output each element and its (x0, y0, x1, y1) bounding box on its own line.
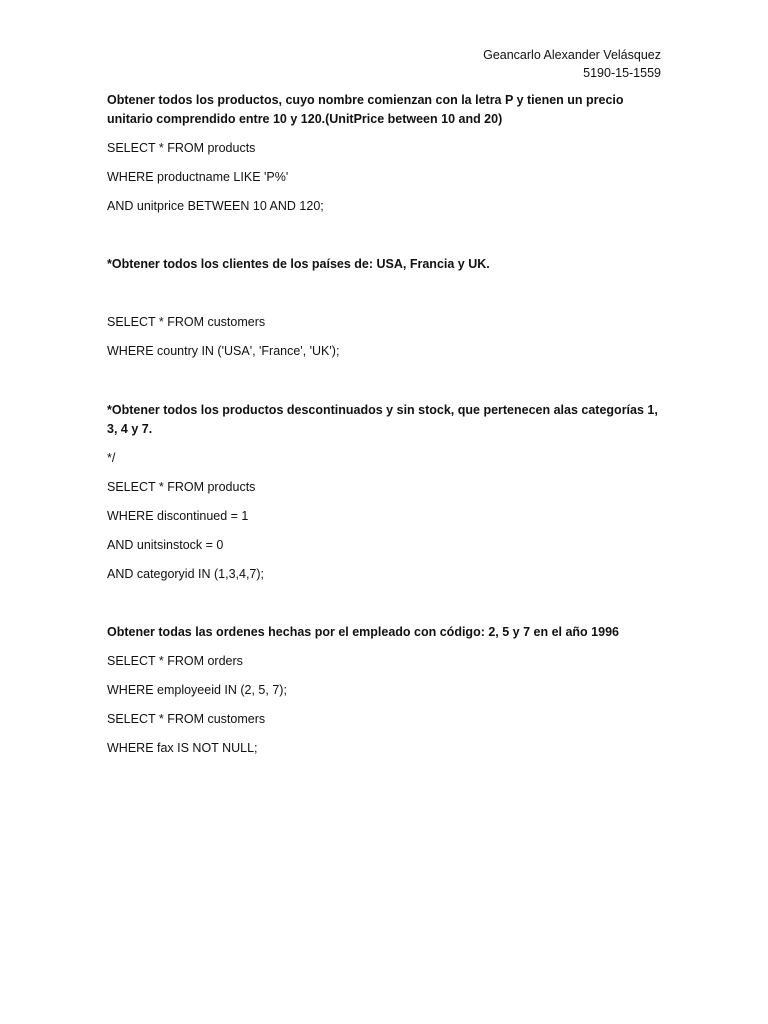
section4-line-2: WHERE employeeid IN (2, 5, 7); (107, 683, 287, 697)
section1-line-1: SELECT * FROM products (107, 141, 256, 155)
section2-title: *Obtener todos los clientes de los países de: USA, Francia y UK. (107, 257, 490, 271)
section3-line-2: SELECT * FROM products (107, 480, 256, 494)
section1-line-2: WHERE productname LIKE 'P%' (107, 170, 289, 184)
student-id: 5190-15-1559 (583, 66, 661, 80)
section3-title: *Obtener todos los productos descontinuados y sin stock, que pertenecen alas categorías 1, 3, 4 y 7. (107, 403, 658, 436)
author-name: Geancarlo Alexander Velásquez (483, 48, 661, 62)
section2-line-2: WHERE country IN ('USA', 'France', 'UK'); (107, 344, 340, 358)
section4-line-1: SELECT * FROM orders (107, 654, 243, 668)
section3-line-1: */ (107, 451, 116, 465)
section4-title: Obtener todas las ordenes hechas por el empleado con código: 2, 5 y 7 en el año 1996 (107, 625, 619, 639)
section3-line-4: AND unitsinstock = 0 (107, 538, 224, 552)
section4-line-4: WHERE fax IS NOT NULL; (107, 741, 258, 755)
section4-line-3: SELECT * FROM customers (107, 712, 266, 726)
section1-title: Obtener todos los productos, cuyo nombre comienzan con la letra P y tienen un precio unitario comprendido entre 10 y 120.(UnitPrice between 10 and 20) (107, 93, 624, 126)
section3-line-5: AND categoryid IN (1,3,4,7); (107, 567, 265, 581)
section1-line-3: AND unitprice BETWEEN 10 AND 120; (107, 199, 324, 213)
section2-line-1: SELECT * FROM customers (107, 315, 266, 329)
section3-line-3: WHERE discontinued = 1 (107, 509, 249, 523)
